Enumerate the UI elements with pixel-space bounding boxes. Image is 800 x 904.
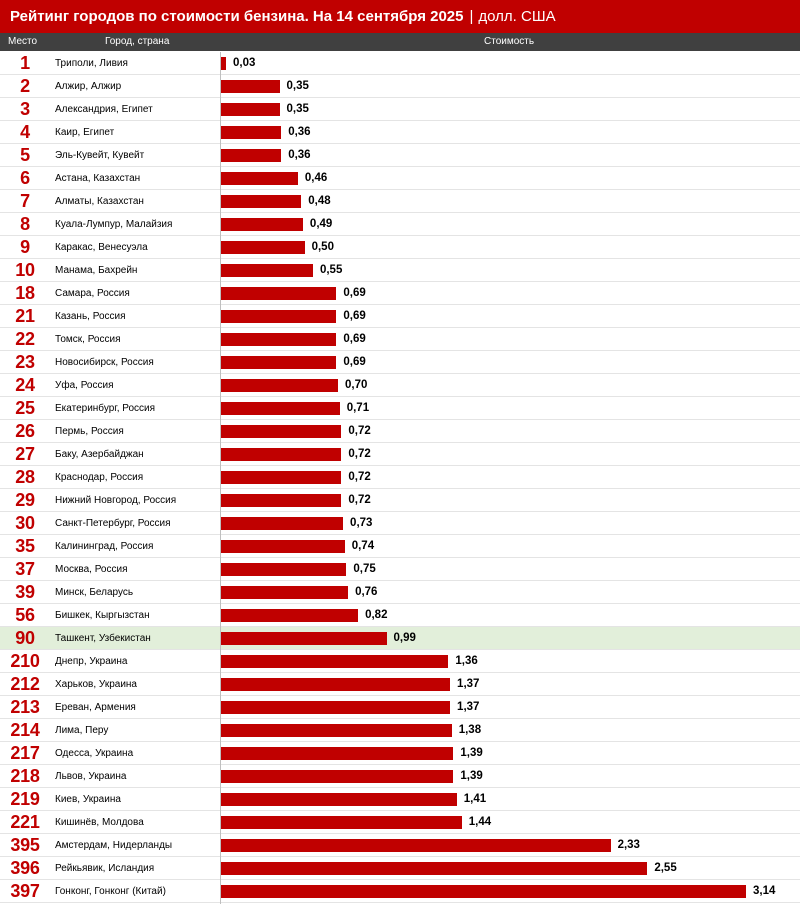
price-value-label: 0,72 [348,471,371,483]
city-label: Кишинёв, Молдова [55,817,144,828]
price-bar [221,747,453,760]
price-value-label: 0,70 [345,379,368,391]
table-row [0,52,800,75]
price-value-label: 1,38 [458,724,482,736]
rank-number: 7 [20,191,30,211]
city-label: Гонконг, Гонконг (Китай) [55,886,166,897]
price-bar [221,448,341,461]
price-bar [221,126,281,139]
table-row [0,236,800,259]
table-row [0,328,800,351]
city-label: Краснодар, Россия [55,472,144,483]
price-value-label: 0,55 [319,264,343,276]
rank-number: 1 [20,53,30,73]
price-bar [221,241,305,254]
table-row [0,719,800,742]
price-bar [221,655,448,668]
rank-number: 56 [15,605,35,625]
table-row [0,650,800,673]
price-bar [221,885,746,898]
price-bar [221,793,457,806]
price-value-label: 0,99 [393,632,416,644]
price-bar [221,287,336,300]
price-bar [221,494,341,507]
city-label: Москва, Россия [55,564,128,575]
price-bar [221,839,611,852]
table-row [0,512,800,535]
rank-number: 9 [20,237,30,257]
table-row [0,144,800,167]
bar-axis-line [220,52,221,904]
price-value-label: 0,71 [346,402,370,414]
city-label: Амстердам, Нидерланды [55,840,173,851]
rank-number: 8 [20,214,30,234]
price-value-label: 1,37 [457,678,480,690]
city-label: Триполи, Ливия [55,58,128,69]
rank-number: 10 [15,260,35,280]
rank-number: 217 [10,743,40,763]
table-row [0,558,800,581]
price-bar [221,816,462,829]
table-row [0,696,800,719]
table-row [0,811,800,834]
price-bar [221,402,340,415]
price-bar [221,586,348,599]
title-bar [0,0,800,33]
row-divider [0,902,800,903]
rank-number: 219 [10,789,40,809]
rank-number: 29 [15,490,35,510]
table-row [0,305,800,328]
city-label: Ереван, Армения [55,702,136,713]
price-bar [221,540,345,553]
price-value-label: 0,72 [348,494,371,506]
table-row [0,535,800,558]
rank-number: 3 [20,99,30,119]
rank-number: 22 [15,329,35,349]
price-bar [221,264,313,277]
rank-number: 21 [15,306,35,326]
price-bar [221,425,341,438]
table-row [0,75,800,98]
table-row [0,834,800,857]
price-value-label: 0,35 [286,103,309,115]
price-bar [221,517,343,530]
table-row [0,489,800,512]
price-value-label: 0,69 [343,310,366,322]
price-bar [221,80,280,93]
city-label: Манама, Бахрейн [55,265,138,276]
rank-number: 2 [20,76,30,96]
title-separator: | [469,8,474,25]
city-label: Лима, Перу [55,725,109,736]
price-bar [221,57,226,70]
table-row [0,765,800,788]
rank-number: 90 [15,628,35,648]
price-value-label: 0,82 [365,609,388,621]
table-row [0,857,800,880]
city-label: Днепр, Украина [55,656,128,667]
rank-number: 18 [15,283,35,303]
chart-title: Рейтинг городов по стоимости бензина. На 14 сентября 2025 [10,8,464,25]
table-row [0,788,800,811]
rank-number: 30 [15,513,35,533]
city-label: Уфа, Россия [55,380,114,391]
city-label: Киев, Украина [55,794,121,805]
table-row [0,259,800,282]
rank-number: 397 [10,881,40,901]
price-value-label: 0,48 [308,195,331,207]
rank-number: 212 [10,674,40,694]
rank-number: 213 [10,697,40,717]
price-value-label: 1,44 [468,816,492,828]
price-bar [221,770,453,783]
rank-number: 214 [10,720,40,740]
price-value-label: 0,74 [351,540,375,552]
rank-number: 39 [15,582,35,602]
table-row [0,374,800,397]
price-bar [221,103,280,116]
city-label: Каир, Египет [55,127,115,138]
city-label: Томск, Россия [55,334,121,345]
rank-number: 395 [10,835,40,855]
city-label: Харьков, Украина [55,679,137,690]
price-value-label: 2,55 [654,862,677,874]
city-label: Санкт-Петербург, Россия [55,518,171,529]
price-value-label: 0,50 [311,241,334,253]
rank-number: 218 [10,766,40,786]
price-value-label: 0,73 [350,517,373,529]
price-value-label: 0,49 [309,218,333,230]
table-row [0,443,800,466]
city-label: Екатеринбург, Россия [55,403,156,414]
price-value-label: 0,69 [343,333,366,345]
city-label: Алматы, Казахстан [55,196,144,207]
price-bar [221,862,647,875]
rank-number: 6 [20,168,30,188]
city-label: Ташкент, Узбекистан [55,633,151,644]
city-label: Одесса, Украина [55,748,134,759]
column-header-rank: Место [8,36,38,47]
unit-label: долл. США [478,8,556,25]
city-label: Алжир, Алжир [55,81,122,92]
price-value-label: 0,72 [348,425,371,437]
city-label: Баку, Азербайджан [55,449,144,460]
price-value-label: 0,35 [286,80,309,92]
table-row [0,742,800,765]
price-bar [221,333,336,346]
price-value-label: 0,72 [348,448,371,460]
city-label: Каракас, Венесуэла [55,242,148,253]
table-row [0,627,800,650]
table-row [0,673,800,696]
rank-number: 210 [10,651,40,671]
column-header-bar [0,33,800,51]
table-row [0,397,800,420]
price-bar [221,563,346,576]
price-value-label: 0,76 [355,586,378,598]
city-label: Куала-Лумпур, Малайзия [55,219,173,230]
city-label: Рейкьявик, Исландия [55,863,155,874]
price-bar [221,195,301,208]
price-value-label: 1,36 [455,655,478,667]
price-value-label: 0,36 [288,149,311,161]
table-row [0,351,800,374]
price-bar [221,609,358,622]
rank-number: 23 [15,352,35,372]
column-header-city: Город, страна [105,36,170,47]
table-row [0,121,800,144]
rank-number: 5 [20,145,30,165]
rank-number: 27 [15,444,35,464]
city-label: Эль-Кувейт, Кувейт [55,150,145,161]
price-value-label: 2,33 [617,839,640,851]
price-value-label: 1,39 [460,770,483,782]
price-bar [221,356,336,369]
table-row [0,420,800,443]
city-label: Нижний Новгород, Россия [55,495,177,506]
rank-number: 4 [20,122,30,142]
price-value-label: 0,36 [288,126,311,138]
city-label: Александрия, Египет [55,104,153,115]
city-label: Львов, Украина [55,771,127,782]
table-row [0,880,800,903]
table-row [0,98,800,121]
price-bar [221,678,450,691]
rank-number: 221 [10,812,40,832]
table-row [0,466,800,489]
city-label: Самара, Россия [55,288,130,299]
rank-number: 396 [10,858,40,878]
table-row [0,167,800,190]
city-label: Бишкек, Кыргызстан [55,610,150,621]
rank-number: 28 [15,467,35,487]
price-bar [221,172,298,185]
price-value-label: 1,41 [463,793,487,805]
city-label: Калининград, Россия [55,541,154,552]
table-row [0,604,800,627]
price-value-label: 1,37 [457,701,480,713]
price-bar [221,632,387,645]
price-bar [221,149,281,162]
price-bar [221,310,336,323]
price-bar [221,724,452,737]
rank-number: 37 [15,559,35,579]
rank-number: 35 [15,536,35,556]
rank-number: 25 [15,398,35,418]
price-bar [221,218,303,231]
city-label: Пермь, Россия [55,426,124,437]
city-label: Казань, Россия [55,311,126,322]
city-label: Минск, Беларусь [55,587,134,598]
price-bar [221,471,341,484]
price-bar [221,701,450,714]
price-value-label: 0,03 [233,57,256,69]
price-value-label: 0,75 [353,563,376,575]
price-value-label: 1,39 [460,747,483,759]
table-row [0,213,800,236]
city-label: Новосибирск, Россия [55,357,154,368]
price-bar [221,379,338,392]
price-value-label: 0,69 [343,287,366,299]
table-row [0,282,800,305]
city-label: Астана, Казахстан [55,173,141,184]
price-value-label: 3,14 [753,885,776,897]
rank-number: 26 [15,421,35,441]
table-row [0,190,800,213]
column-header-cost: Стоимость [484,36,535,47]
price-value-label: 0,69 [343,356,366,368]
rank-number: 24 [15,375,35,395]
table-row [0,581,800,604]
price-value-label: 0,46 [304,172,328,184]
